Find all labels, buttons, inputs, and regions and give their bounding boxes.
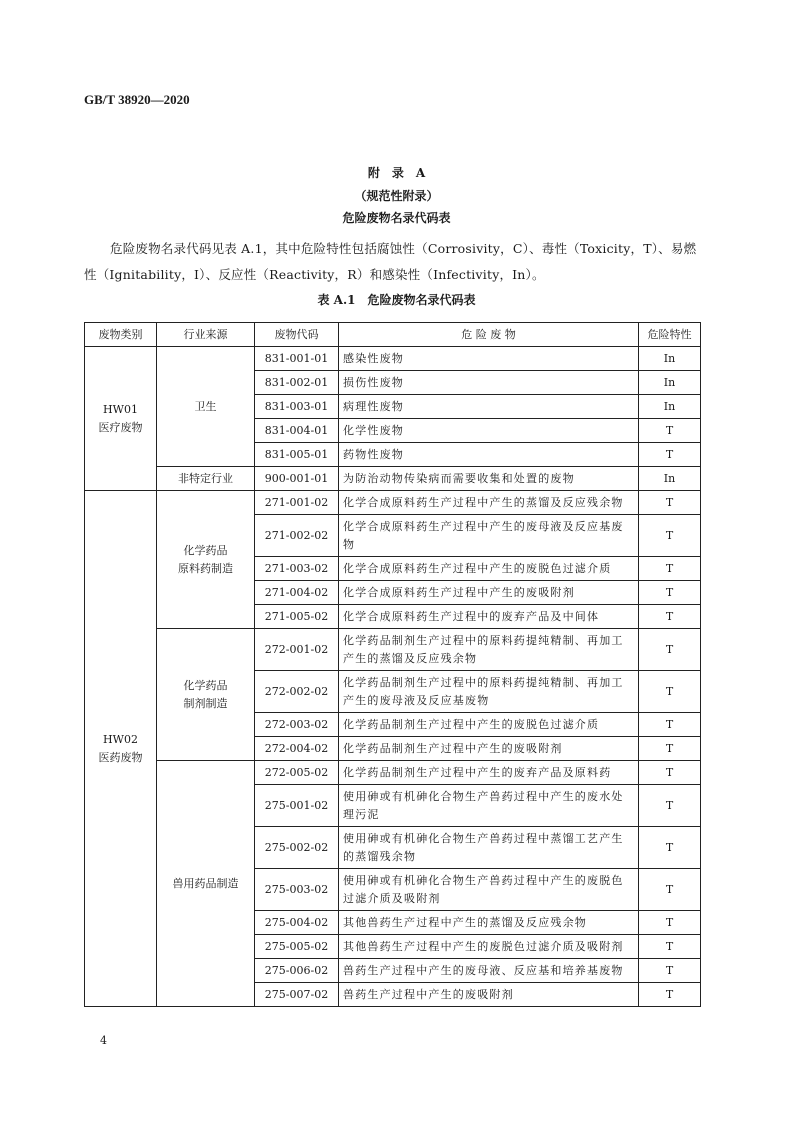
waste-code: 271-002-02 (255, 515, 339, 557)
waste-category: HW02 医药废物 (85, 491, 157, 1007)
column-header: 危 险 废 物 (339, 323, 639, 347)
waste-description: 兽药生产过程中产生的废吸附剂 (339, 983, 639, 1007)
hazard-characteristic: T (639, 491, 701, 515)
hazard-characteristic: T (639, 581, 701, 605)
hazard-characteristic: T (639, 557, 701, 581)
hazard-characteristic: In (639, 347, 701, 371)
annex-type: （规范性附录） (354, 189, 439, 203)
intro-paragraph: 危险废物名录代码见表 A.1，其中危险特性包括腐蚀性（Corrosivity，C）、毒性（Toxicity，T）、易燃性（Ignitability，I）、反应性（Reactivity，R）和感染性（Infectivity，In）。 (84, 241, 697, 282)
hazard-characteristic: T (639, 959, 701, 983)
column-header: 行业来源 (157, 323, 255, 347)
waste-description: 使用砷或有机砷化合物生产兽药过程中产生的废脱色过滤介质及吸附剂 (339, 869, 639, 911)
waste-code: 275-007-02 (255, 983, 339, 1007)
waste-code: 272-001-02 (255, 629, 339, 671)
hazardous-waste-table (84, 322, 701, 1007)
page-number: 4 (100, 1034, 107, 1047)
hazard-characteristic: T (639, 671, 701, 713)
waste-code: 831-005-01 (255, 443, 339, 467)
table-row (85, 761, 701, 785)
table-row (85, 629, 701, 671)
hazard-characteristic: T (639, 629, 701, 671)
waste-description: 为防治动物传染病而需要收集和处置的废物 (339, 467, 639, 491)
waste-description: 化学药品制剂生产过程中产生的废脱色过滤介质 (339, 713, 639, 737)
waste-description: 化学药品制剂生产过程中的原料药提纯精制、再加工产生的废母液及反应基废物 (339, 671, 639, 713)
annex-label: 附 录 A (367, 166, 426, 180)
waste-description: 化学药品制剂生产过程中产生的废弃产品及原料药 (339, 761, 639, 785)
hazard-characteristic: T (639, 737, 701, 761)
waste-description: 化学合成原料药生产过程中的废弃产品及中间体 (339, 605, 639, 629)
waste-description: 其他兽药生产过程中产生的废脱色过滤介质及吸附剂 (339, 935, 639, 959)
hazard-characteristic: T (639, 515, 701, 557)
industry-source: 卫生 (157, 347, 255, 467)
waste-code: 271-001-02 (255, 491, 339, 515)
hazard-characteristic: T (639, 827, 701, 869)
industry-source: 非特定行业 (157, 467, 255, 491)
hazard-characteristic: T (639, 761, 701, 785)
waste-description: 损伤性废物 (339, 371, 639, 395)
waste-description: 化学合成原料药生产过程中产生的废脱色过滤介质 (339, 557, 639, 581)
table-row (85, 347, 701, 371)
waste-code: 272-002-02 (255, 671, 339, 713)
column-header: 危险特性 (639, 323, 701, 347)
hazard-characteristic: T (639, 935, 701, 959)
waste-description: 化学药品制剂生产过程中的原料药提纯精制、再加工产生的蒸馏及反应残余物 (339, 629, 639, 671)
waste-code: 275-004-02 (255, 911, 339, 935)
industry-source: 化学药品 制剂制造 (157, 629, 255, 761)
column-header: 废物代码 (255, 323, 339, 347)
waste-code: 272-005-02 (255, 761, 339, 785)
waste-code: 275-003-02 (255, 869, 339, 911)
column-header: 废物类别 (85, 323, 157, 347)
waste-description: 使用砷或有机砷化合物生产兽药过程中产生的废水处理污泥 (339, 785, 639, 827)
waste-code: 831-002-01 (255, 371, 339, 395)
table-row (85, 491, 701, 515)
waste-code: 275-001-02 (255, 785, 339, 827)
hazard-characteristic: In (639, 467, 701, 491)
waste-code: 275-002-02 (255, 827, 339, 869)
waste-code: 831-003-01 (255, 395, 339, 419)
hazard-characteristic: T (639, 443, 701, 467)
waste-code: 272-003-02 (255, 713, 339, 737)
annex-title: 危险废物名录代码表 (342, 211, 451, 225)
waste-description: 化学合成原料药生产过程中产生的废吸附剂 (339, 581, 639, 605)
waste-code: 271-004-02 (255, 581, 339, 605)
waste-code: 831-004-01 (255, 419, 339, 443)
table-row (85, 467, 701, 491)
hazard-characteristic: In (639, 371, 701, 395)
hazard-characteristic: T (639, 713, 701, 737)
standard-number: GB/T 38920—2020 (84, 92, 190, 107)
waste-code: 275-006-02 (255, 959, 339, 983)
waste-description: 化学合成原料药生产过程中产生的废母液及反应基废物 (339, 515, 639, 557)
waste-code: 275-005-02 (255, 935, 339, 959)
hazard-characteristic: T (639, 419, 701, 443)
table-caption: 表 A.1 危险废物名录代码表 (317, 293, 476, 307)
waste-code: 900-001-01 (255, 467, 339, 491)
industry-source: 化学药品 原料药制造 (157, 491, 255, 629)
waste-code: 271-003-02 (255, 557, 339, 581)
waste-category: HW01 医疗废物 (85, 347, 157, 491)
hazard-characteristic: T (639, 983, 701, 1007)
waste-description: 化学药品制剂生产过程中产生的废吸附剂 (339, 737, 639, 761)
waste-description: 其他兽药生产过程中产生的蒸馏及反应残余物 (339, 911, 639, 935)
waste-description: 化学合成原料药生产过程中产生的蒸馏及反应残余物 (339, 491, 639, 515)
waste-description: 使用砷或有机砷化合物生产兽药过程中蒸馏工艺产生的蒸馏残余物 (339, 827, 639, 869)
hazard-characteristic: T (639, 869, 701, 911)
hazard-characteristic: In (639, 395, 701, 419)
waste-code: 272-004-02 (255, 737, 339, 761)
hazard-characteristic: T (639, 605, 701, 629)
waste-code: 271-005-02 (255, 605, 339, 629)
hazard-characteristic: T (639, 911, 701, 935)
industry-source: 兽用药品制造 (157, 761, 255, 1007)
waste-description: 病理性废物 (339, 395, 639, 419)
waste-description: 感染性废物 (339, 347, 639, 371)
waste-description: 化学性废物 (339, 419, 639, 443)
waste-description: 药物性废物 (339, 443, 639, 467)
waste-description: 兽药生产过程中产生的废母液、反应基和培养基废物 (339, 959, 639, 983)
hazard-characteristic: T (639, 785, 701, 827)
waste-code: 831-001-01 (255, 347, 339, 371)
